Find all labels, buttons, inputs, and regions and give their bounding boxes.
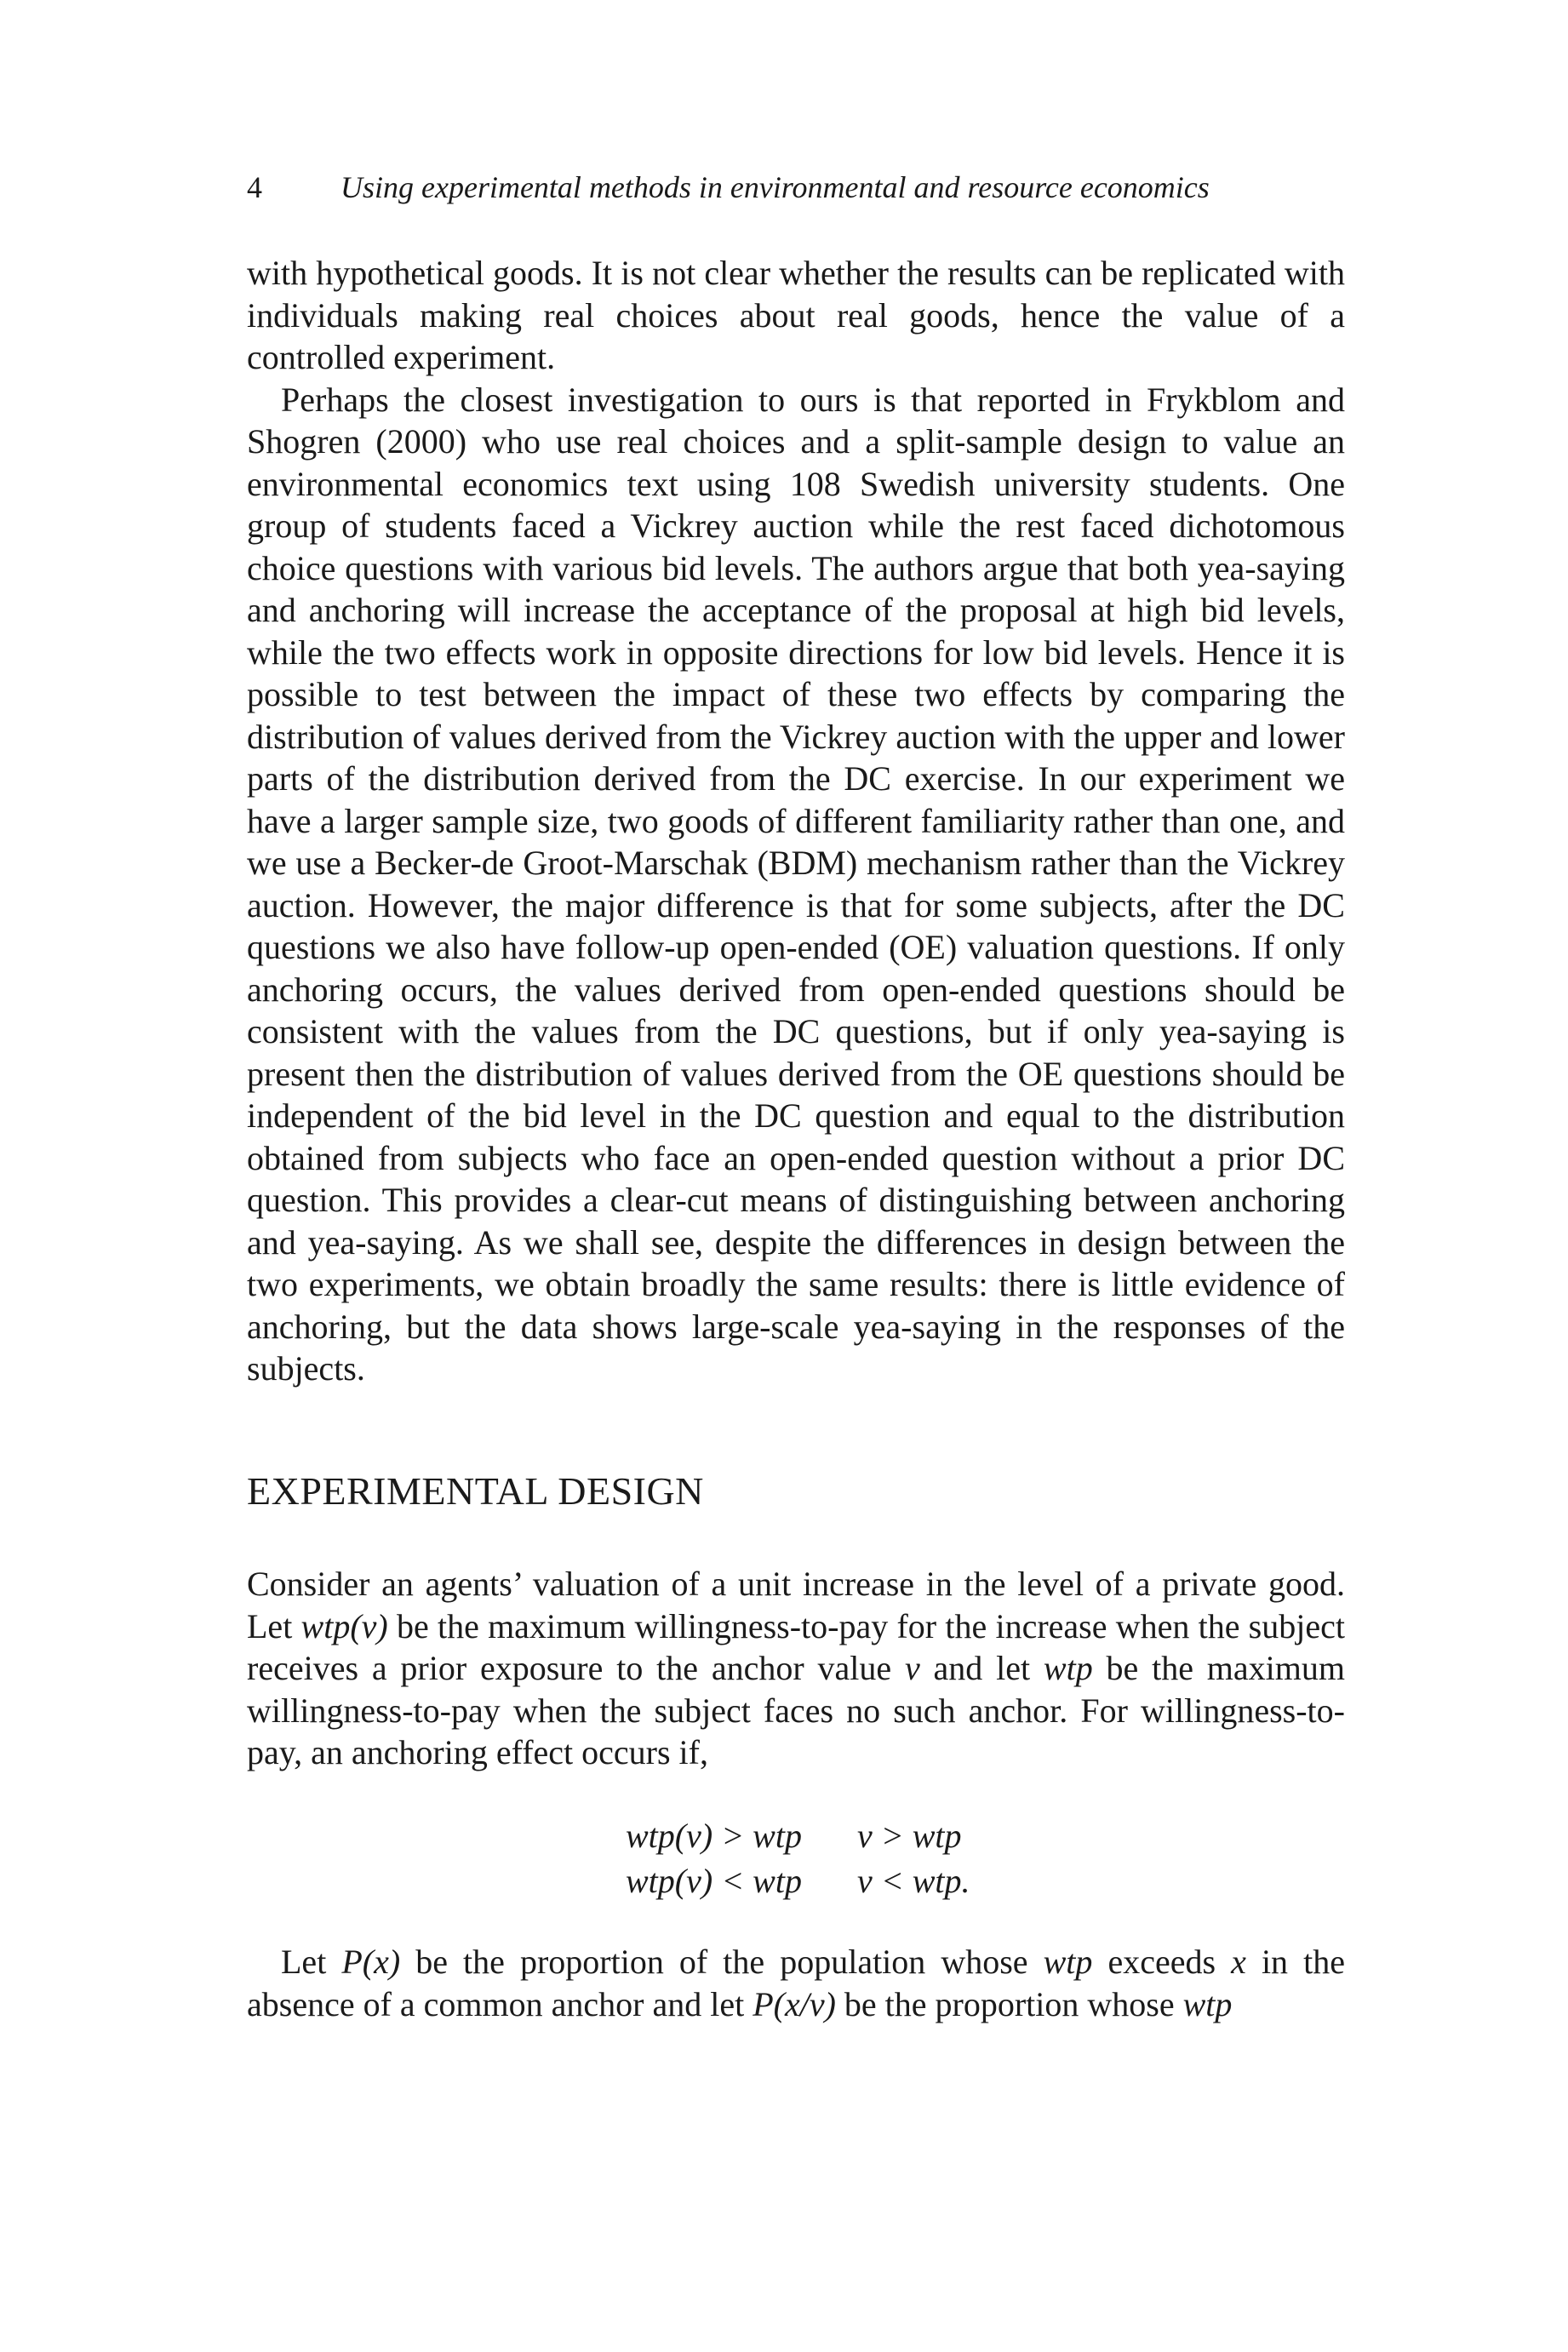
equation-condition: v > wtp	[857, 1817, 962, 1855]
final-text-3: exceeds	[1092, 1943, 1232, 1981]
paragraph-final	[247, 1941, 1345, 2025]
equation-condition: v < wtp.	[857, 1862, 970, 1900]
equation-row	[626, 1813, 970, 1858]
intro-text-block	[247, 252, 1345, 1390]
math-wtp: wtp	[1043, 1943, 1093, 1981]
running-title: Using experimental methods in environmental and resource economics	[340, 170, 1210, 204]
math-wtp: wtp	[1182, 1984, 1233, 2023]
design-text-3: and let	[919, 1649, 1044, 1687]
equation-lhs: wtp(v) > wtp	[626, 1817, 802, 1855]
final-text-1: Let	[281, 1943, 342, 1981]
paragraph-intro-continuation: with hypothetical goods. It is not clear whether the results can be replicated with individuals making real choices about real goods, hence the value of a controlled experiment.	[247, 254, 1345, 376]
design-text-block	[247, 1563, 1345, 1774]
design-text-4: be the maximum willingness-to-pay when the subject faces no such anchor. For willingness-to-pay, an anchoring effect occurs if,	[247, 1649, 1345, 1771]
math-P-x-given-v: P(x/v)	[753, 1984, 836, 2023]
math-wtp-v: wtp(v)	[300, 1606, 388, 1645]
paragraph-design	[247, 1563, 1345, 1774]
running-header	[247, 169, 1353, 206]
math-P-x: P(x)	[341, 1943, 401, 1981]
math-v: v	[904, 1649, 920, 1687]
design-text-2: be the maximum willingness-to-pay for the increase when the subject receives a prior exposure to the anchor value	[247, 1606, 1345, 1687]
equation-row	[626, 1858, 970, 1903]
final-text-block	[247, 1941, 1345, 2025]
design-text-1: Consider an agents’ valuation of a unit increase in the level of a private good. Let	[247, 1565, 1345, 1645]
final-text-5: be the proportion whose	[835, 1984, 1183, 2023]
final-text-2: be the proportion of the population whose	[400, 1943, 1044, 1981]
section-heading: EXPERIMENTAL DESIGN	[247, 1469, 704, 1513]
math-x: x	[1231, 1943, 1246, 1981]
paragraph-closest-investigation: Perhaps the closest investigation to ours is that reported in Frykblom and Shogren (2000) who use real choices and a split-sample design to value an environmental economics text using 108 Swedish university students. One group of students faced a Vickrey auction while the rest faced dichotomous choice questions with various bid levels. The authors argue that both yea-saying and anchoring will increase the acceptance of the proposal at high bid levels, while the two effects work in opposite directions for low bid levels. Hence it is possible to test between the impact of these two effects by comparing the distribution of values derived from the Vickrey auction with the upper and lower parts of the distribution derived from the DC exercise. In our experiment we have a larger sample size, two goods of different familiarity rather than one, and we use a Becker-de Groot-Marschak (BDM) mechanism rather than the Vickrey auction. However, the major difference is that for some subjects, after the DC questions we also have follow-up open-ended (OE) valuation questions. If only anchoring occurs, the values derived from open-ended questions should be consistent with the values from the DC questions, but if only yea-saying is present then the distribution of values derived from the OE questions should be independent of the bid level in the DC question and equal to the distribution obtained from subjects who face an open-ended question without a prior DC question. This provides a clear-cut means of distinguishing between anchoring and yea-saying. As we shall see, despite the differences in design between the two experiments, we obtain broadly the same results: there is little evidence of anchoring, but the data shows large-scale yea-saying in the responses of the subjects.	[247, 380, 1345, 1388]
final-text-4: in the absence of a common anchor and let	[247, 1943, 1345, 2023]
math-wtp: wtp	[1043, 1649, 1093, 1687]
page-number: 4	[247, 170, 262, 204]
anchoring-equations	[626, 1813, 970, 1903]
equation-lhs: wtp(v) < wtp	[626, 1862, 802, 1900]
